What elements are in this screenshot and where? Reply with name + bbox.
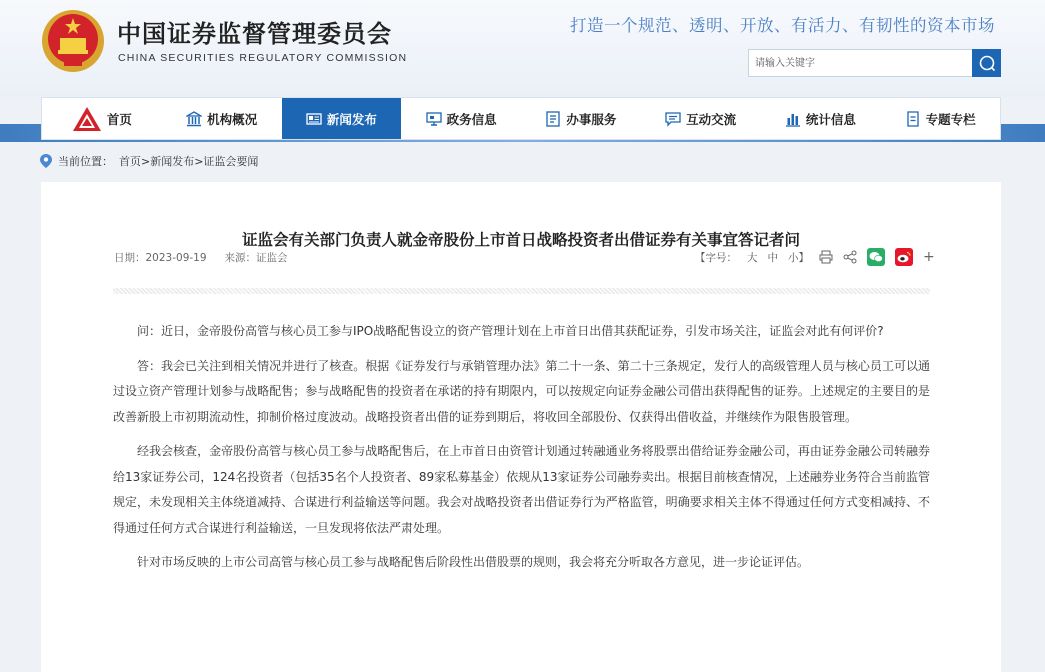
site-slogan: 打造一个规范、透明、开放、有活力、有韧性的资本市场 (570, 16, 995, 35)
document-list-icon (545, 111, 561, 127)
search-box (748, 49, 1001, 77)
article-paragraph: 问：近日，金帝股份高管与核心员工参与IPO战略配售设立的资产管理计划在上市首日出借其获配证券，引发市场关注，证监会对此有何评价? (137, 324, 884, 338)
nav-item-home[interactable] (42, 98, 162, 139)
news-icon (306, 111, 322, 127)
nav-label: 统计信息 (805, 111, 856, 127)
article-title: 证监会有关部门负责人就金帝股份上市首日战略投资者出借证券有关事宜答记者问 (241, 231, 800, 249)
csrc-logo-icon (72, 106, 102, 132)
nav-label: 新闻发布 (326, 111, 377, 127)
site-name-en: CHINA SECURITIES REGULATORY COMMISSION (118, 52, 408, 64)
nav-label: 首页 (106, 111, 132, 127)
font-size-label: 【字号： (695, 251, 737, 264)
nav-item-services[interactable] (521, 98, 641, 139)
chat-icon (665, 111, 681, 127)
nav-item-statistics[interactable] (761, 98, 881, 139)
breadcrumb (40, 153, 258, 169)
font-size-small[interactable]: 小】 (788, 251, 809, 264)
nav-item-topics[interactable] (880, 98, 1000, 139)
national-emblem-icon (40, 8, 106, 74)
article-paragraph: 答：我会已关注到相关情况并进行了核查。根据《证券发行与承销管理办法》第二十一条、第二十三条规定，发行人的高级管理人员与核心员工可以通过设立资产管理计划参与战略配售；参与战略配售的投资者在承诺的持有期限内，可以按规定向证券金融公司借出获得配售的证券。上述规定的主要目的是改善新股上市初期流动性，抑制价格过度波动。战略投资者出借的证券到期后，将收回全部股份、仅获得出借收益，并继续作为限售股管理。 (113, 358, 930, 424)
share-icon[interactable] (843, 250, 857, 264)
article-paragraph: 针对市场反映的上市公司高管与核心员工参与战略配售后阶段性出借股票的规则，我会将充分听取各方意见，进一步论证评估。 (137, 555, 810, 569)
nav-item-about[interactable] (162, 98, 282, 139)
nav-label: 办事服务 (566, 111, 617, 127)
article-tools (695, 248, 935, 266)
nav-label: 机构概况 (207, 111, 258, 127)
breadcrumb-path[interactable]: 首页>新闻发布>证监会要闻 (119, 155, 259, 168)
weibo-glyph-icon (897, 251, 911, 263)
search-icon (978, 54, 996, 72)
bar-chart-icon (785, 111, 801, 127)
nav-label: 政务信息 (446, 111, 497, 127)
nav-label: 互动交流 (686, 111, 737, 127)
nav-item-news[interactable] (282, 98, 402, 139)
article-meta (114, 250, 288, 265)
article-body (113, 319, 930, 585)
nav-label: 专题专栏 (925, 111, 976, 127)
building-icon (186, 111, 202, 127)
article-date: 日期：2023-09-19 (114, 252, 207, 264)
nav-item-interaction[interactable] (641, 98, 761, 139)
article-paragraph: 经我会核查，金帝股份高管与核心员工参与战略配售后，在上市首日由资管计划通过转融通业务将股票出借给证券金融公司，再由证券金融公司转融券给13家证券公司，124名投资者（包括35名个人投资者、89家私募基金）依规从13家证券公司融券卖出。根据目前核查情况，上述融券业务符合当前监管规定，未发现相关主体绕道减持、合谋进行利益输送等问题。我会对战略投资者出借证券行为严格监管，明确要求相关主体不得通过任何方式变相减持、不得通过任何方式合谋进行利益输送，一旦发现将依法严肃处理。 (113, 444, 930, 535)
font-size-medium[interactable]: 中 (767, 251, 778, 264)
site-name-cn[interactable]: 中国证券监督管理委员会 (117, 20, 392, 48)
monitor-icon (426, 111, 442, 127)
print-icon[interactable] (819, 250, 833, 264)
more-share-button[interactable]: + (923, 249, 935, 265)
nav-item-gov-info[interactable] (401, 98, 521, 139)
main-nav (41, 97, 1001, 140)
search-button[interactable] (972, 49, 1001, 77)
location-pin-icon (40, 154, 52, 168)
site-header (0, 0, 1045, 97)
wechat-glyph-icon (869, 251, 883, 263)
article-source: 来源：证监会 (224, 252, 288, 264)
file-icon (905, 111, 921, 127)
search-input[interactable] (749, 50, 973, 76)
article-card (41, 182, 1001, 672)
title-divider (113, 288, 930, 294)
wechat-icon[interactable] (867, 248, 885, 266)
breadcrumb-label: 当前位置： (58, 155, 113, 168)
weibo-icon[interactable] (895, 248, 913, 266)
font-size-large[interactable]: 大 (747, 251, 758, 264)
